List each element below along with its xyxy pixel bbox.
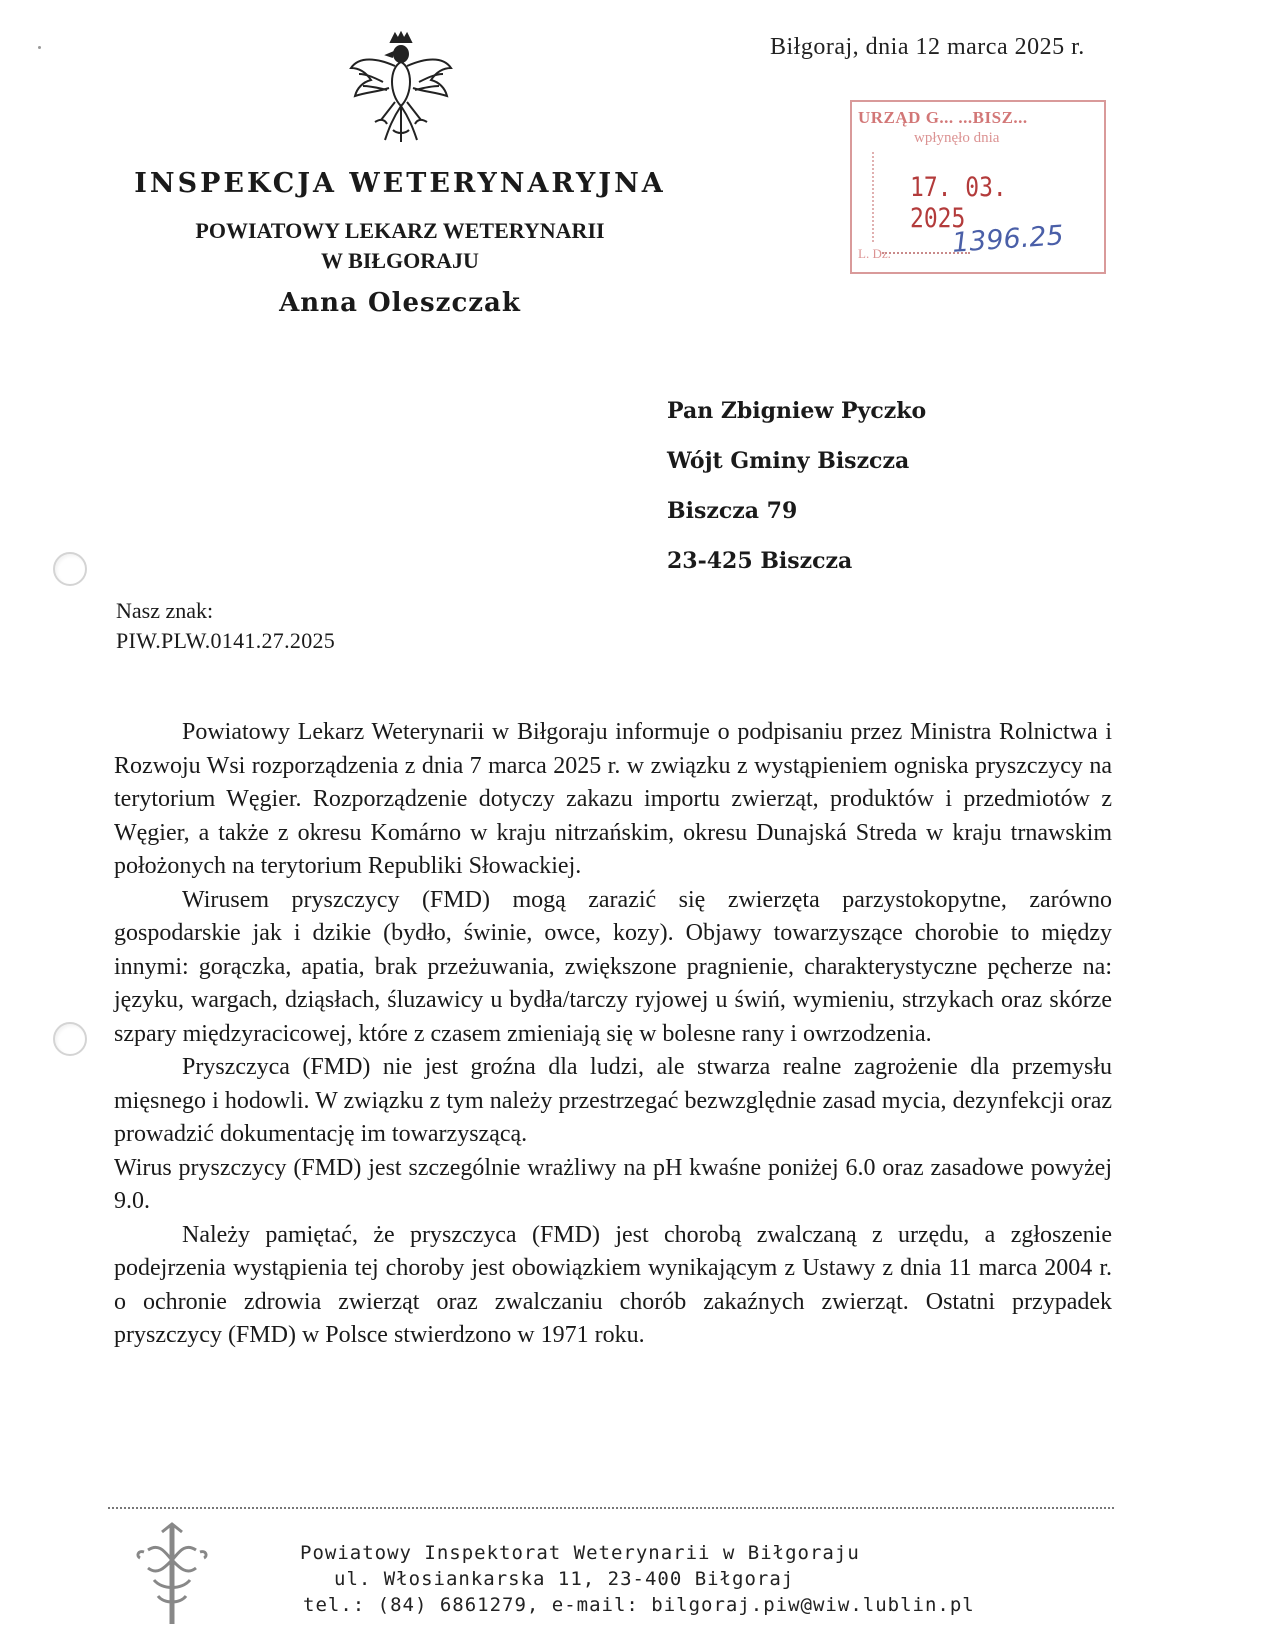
stamp-date: 17. 03. 2025 — [910, 172, 1007, 234]
institution-title: INSPEKCJA WETERYNARYJNA — [134, 168, 666, 199]
footer-address: ul. Włosiankarska 11, 23-400 Biłgoraj — [334, 1568, 795, 1590]
scan-speck — [38, 46, 41, 49]
place-and-date: Biłgoraj, dnia 12 marca 2025 r. — [770, 34, 1085, 60]
body-paragraph-2: Wirusem pryszczycy (FMD) mogą zarazić się zwierzęta parzystokopytne, zarówno gospodarskie jak i dzikie (bydło, świnie, owce, kozy). Objawy towarzyszące chorobie to między innymi: gorączka, apatia, brak przeżuwania, zwiększone pragnienie, charakterystyczne pęcherze na: języku, wargach, dziąsłach, śluzawicy u bydła/tarczy ryjowej u świń, wymieniu, strzykach oraz skórze szpary międzyracicowej, które z czasem zmieniają się w bolesne rany i owrzodzenia. — [114, 886, 1112, 1047]
footer-contact: tel.: (84) 6861279, e-mail: bilgoraj.piw@wiw.lublin.pl — [303, 1594, 975, 1616]
recipient-title: Wójt Gminy Biszcza — [667, 448, 910, 474]
caduceus-logo-icon — [118, 1520, 226, 1630]
institution-subtitle-line1: POWIATOWY LEKARZ WETERYNARII — [195, 218, 605, 243]
received-stamp — [850, 100, 1106, 274]
stamp-title: URZĄD G... ...BISZ... — [858, 108, 1028, 127]
eagle-emblem-icon — [345, 28, 457, 146]
body-paragraph-3: Pryszczyca (FMD) nie jest groźna dla ludzi, ale stwarza realne zagrożenie dla przemysłu mięsnego i hodowli. W związku z tym należy przestrzegać bezwzględnie zasad mycia, dezynfekcji oraz prowadzić dokumentację im towarzyszącą. — [114, 1054, 1112, 1147]
punch-hole — [53, 552, 87, 586]
footer-separator — [108, 1507, 1114, 1509]
institution-subtitle-line2: W BIŁGORAJU — [321, 248, 479, 273]
footer-institution: Powiatowy Inspektorat Weterynarii w Biłgoraju — [300, 1542, 860, 1564]
recipient-street: Biszcza 79 — [667, 498, 798, 524]
stamp-received-label: wpłynęło dnia — [914, 130, 1000, 146]
recipient-postcode-city: 23-425 Biszcza — [667, 548, 853, 574]
reference-label: Nasz znak: — [116, 598, 214, 623]
stamp-ldz-label: L. Dz. — [858, 246, 891, 261]
recipient-name: Pan Zbigniew Pyczko — [667, 398, 927, 424]
officer-name: Anna Oleszczak — [279, 288, 521, 318]
reference-number: PIW.PLW.0141.27.2025 — [116, 628, 336, 653]
body-paragraph-5: Należy pamiętać, że pryszczyca (FMD) jest chorobą zwalczaną z urzędu, a zgłoszenie podejrzenia wystąpienia tej choroby jest obowiązkiem wynikającym z Ustawy z dnia 11 marca 2004 r. o ochronie zdrowia zwierząt oraz zwalczaniu chorób zakaźnych zwierząt. Ostatni przypadek pryszczycy (FMD) w Polsce stwierdzono w 1971 roku. — [114, 1221, 1112, 1348]
letter-body — [114, 716, 1112, 1353]
punch-hole — [53, 1022, 87, 1056]
body-paragraph-1: Powiatowy Lekarz Weterynarii w Biłgoraju informuje o podpisaniu przez Ministra Rolnictwa i Rozwoju Wsi rozporządzenia z dnia 7 marca 2025 r. w związku z wystąpieniem ogniska pryszczycy na terytorium Węgier. Rozporządzenie dotyczy zakazu importu zwierząt, produktów i przedmiotów z Węgier, a także z okresu Komárno w kraju nitrzańskim, okresu Dunajská Streda w kraju trnawskim położonych na terytorium Republiki Słowackiej. — [114, 719, 1112, 879]
stamp-handwritten-number: 1396.25 — [951, 220, 1065, 259]
body-paragraph-4: Wirus pryszczycy (FMD) jest szczególnie wrażliwy na pH kwaśne poniżej 6.0 oraz zasadowe powyżej 9.0. — [114, 1154, 1112, 1214]
stamp-side-mark — [872, 152, 877, 242]
